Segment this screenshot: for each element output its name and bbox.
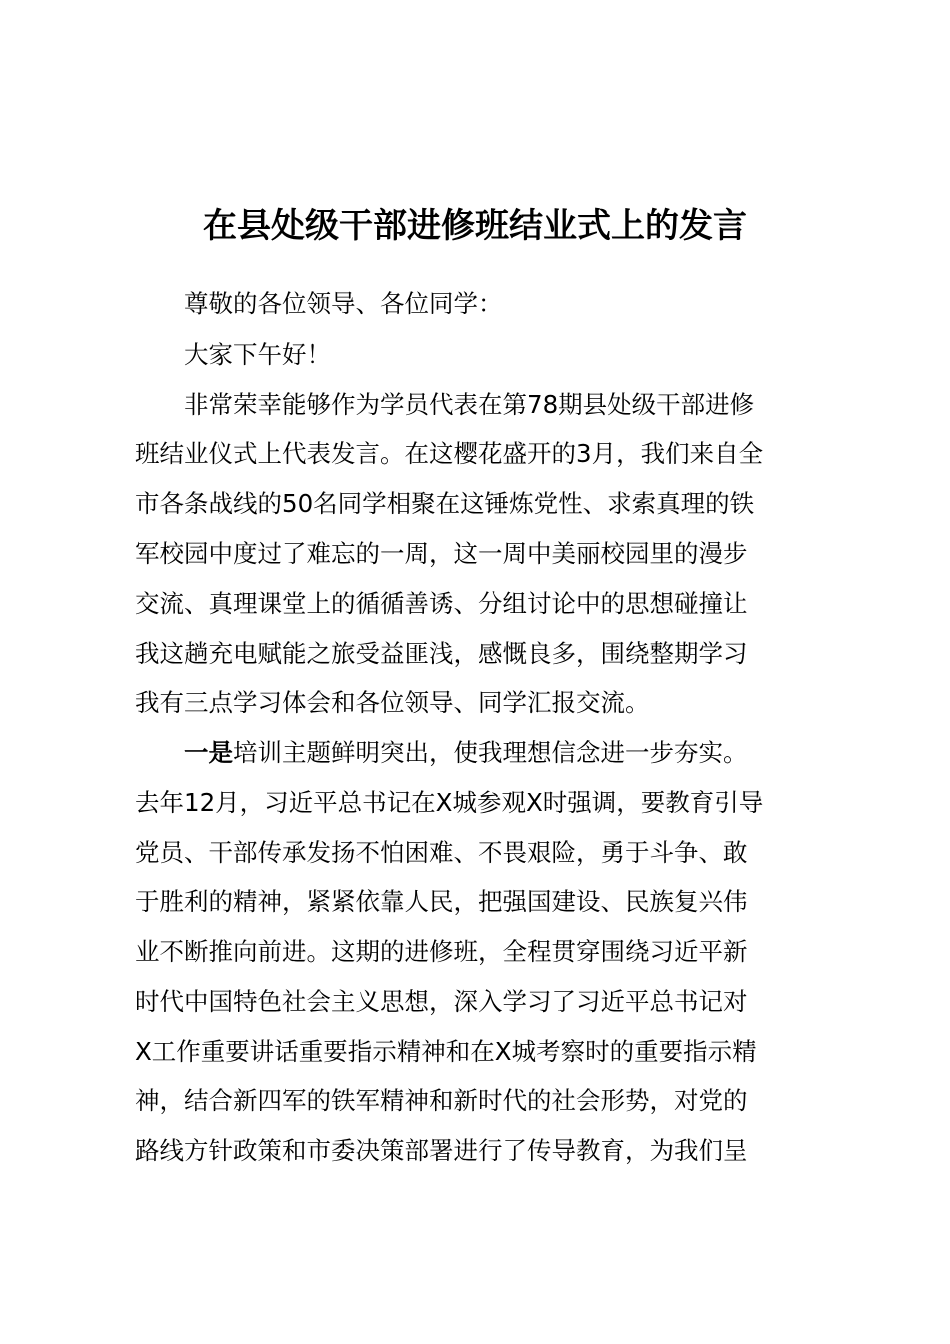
paragraph-line: 交流、真理课堂上的循循善诱、分组讨论中的思想碰撞让 — [135, 589, 748, 618]
paragraph-line: 军校园中度过了难忘的一周，这一周中美丽校园里的漫步 — [135, 539, 748, 568]
paragraph-line: 我有三点学习体会和各位领导、同学汇报交流。 — [135, 688, 650, 717]
paragraph-line: X工作重要讲话重要指示精神和在X城考察时的重要指示精 — [135, 1037, 757, 1066]
section-lead: 一是 — [184, 738, 233, 767]
document-title: 在县处级干部进修班结业式上的发言 — [203, 206, 747, 246]
paragraph-line: 神，结合新四军的铁军精神和新时代的社会形势，对党的 — [135, 1086, 748, 1115]
paragraph-line: 路线方针政策和市委决策部署进行了传导教育，为我们呈 — [135, 1136, 748, 1165]
paragraph-line: 非常荣幸能够作为学员代表在第78期县处级干部进修 — [184, 390, 755, 419]
paragraph-line: 班结业仪式上代表发言。在这樱花盛开的3月，我们来自全 — [135, 439, 764, 468]
paragraph-line: 党员、干部传承发扬不怕困难、不畏艰险，勇于斗争、敢 — [135, 838, 748, 867]
salutation: 尊敬的各位领导、各位同学： — [184, 289, 503, 318]
paragraph-line: 去年12月，习近平总书记在X城参观X时强调，要教育引导 — [135, 788, 764, 817]
section-heading-text: 培训主题鲜明突出，使我理想信念进一步夯实。 — [233, 738, 748, 767]
paragraph-line: 时代中国特色社会主义思想，深入学习了习近平总书记对 — [135, 987, 748, 1016]
section-one-heading-line — [184, 737, 748, 769]
paragraph-line: 我这趟充电赋能之旅受益匪浅，感慨良多，围绕整期学习 — [135, 639, 748, 668]
paragraph-line: 于胜利的精神，紧紧依靠人民，把强国建设、民族复兴伟 — [135, 887, 748, 916]
greeting: 大家下午好！ — [184, 340, 331, 369]
paragraph-line: 市各条战线的50名同学相聚在这锤炼党性、求索真理的铁 — [135, 489, 755, 518]
paragraph-line: 业不断推向前进。这期的进修班，全程贯穿围绕习近平新 — [135, 937, 748, 966]
